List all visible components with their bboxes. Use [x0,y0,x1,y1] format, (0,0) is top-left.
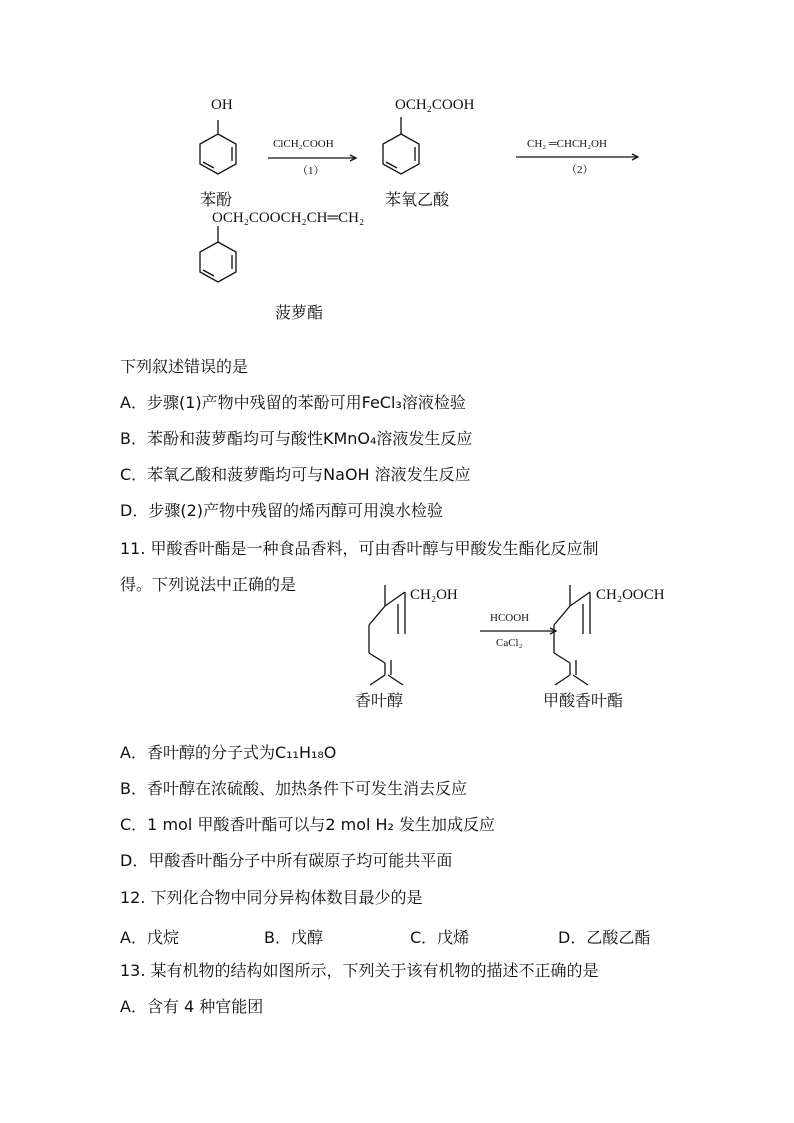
q11-option-b: B．香叶醇在浓硫酸、加热条件下可发生消去反应 [120,779,467,798]
geraniol-name: 香叶醇 [355,691,404,710]
reagent-2: CH₂ ═CHCH₂OH [527,138,607,150]
q10-option-a: A．步骤(1)产物中残留的苯酚可用FeCl₃溶液检验 [120,393,466,412]
geranyl-formate-name: 甲酸香叶酯 [543,691,624,710]
q12-option-d: D．乙酸乙酯 [558,928,651,947]
q11-option-d: D．甲酸香叶酯分子中所有碳原子均可能共平面 [120,851,453,870]
q10-option-c: C．苯氧乙酸和菠萝酯均可与NaOH 溶液发生反应 [120,465,471,484]
reaction-arrow-2 [516,154,638,160]
q10-option-b: B．苯酚和菠萝酯均可与酸性KMnO₄溶液发生反应 [120,429,473,448]
geranyl-formate-substituent: CH₂OOCH [596,587,665,603]
pineapple-ester-ring [200,226,236,282]
geraniol-substituent: CH₂OH [410,587,458,603]
reaction-arrow-3 [480,628,556,634]
ester-substituent: OCH₂COOCH₂CH═CH₂ [212,210,365,226]
q13-option-a: A．含有 4 种官能团 [120,997,264,1016]
q12-option-b: B．戊醇 [264,928,323,947]
geranyl-formate-skeleton [554,585,590,685]
q11-catalyst: CaCl₂ [496,637,523,649]
q12-stem: 12. 下列化合物中同分异构体数目最少的是 [120,888,423,907]
q10-option-d: D．步骤(2)产物中残留的烯丙醇可用溴水检验 [120,501,443,520]
q12-option-a: A．戊烷 [120,928,179,947]
reaction-arrow-1 [268,155,356,161]
q11-stem-line2: 得。下列说法中正确的是 [120,575,297,594]
q11-stem-line1: 11. 甲酸香叶酯是一种食品香料，可由香叶醇与甲酸发生酯化反应制 [120,539,599,558]
q11-option-a: A．香叶醇的分子式为C₁₁H₁₈O [120,743,337,762]
phenol-substituent: OH [211,97,233,113]
q13-stem: 13. 某有机物的结构如图所示，下列关于该有机物的描述不正确的是 [120,961,599,980]
q11-option-c: C．1 mol 甲酸香叶酯可以与2 mol H₂ 发生加成反应 [120,815,496,834]
phenol-name: 苯酚 [200,190,233,209]
ester-name: 菠萝酯 [275,303,324,322]
reagent-1: ClCH₂COOH [273,138,334,150]
phenol-benzene-ring [200,120,236,174]
step-2-label: （2） [566,164,594,176]
phenoxyacetic-acid-ring [383,117,419,174]
acid-name: 苯氧乙酸 [385,190,450,209]
q10-stem: 下列叙述错误的是 [120,357,249,376]
step-1-label: （1） [297,165,325,177]
q11-reagent: HCOOH [490,612,530,624]
q12-option-c: C．戊烯 [410,928,470,947]
acid-substituent: OCH₂COOH [395,97,475,113]
geraniol-skeleton [369,585,405,685]
